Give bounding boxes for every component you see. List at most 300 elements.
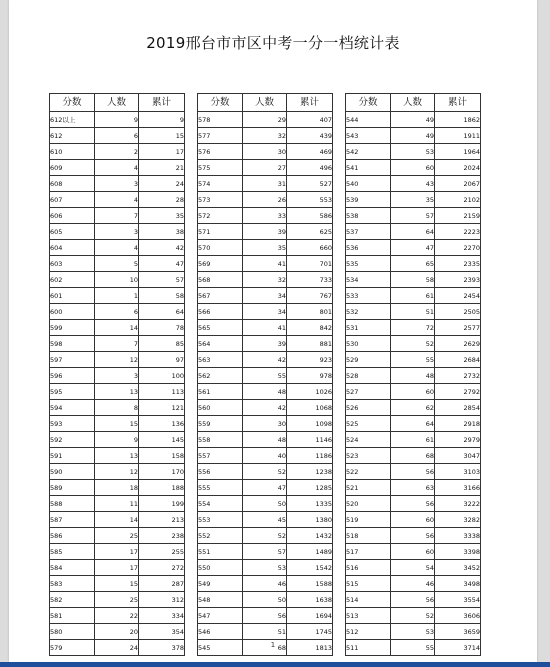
count-cell: 55 — [243, 368, 287, 384]
score-cell: 587 — [50, 512, 95, 528]
score-cell: 514 — [346, 592, 391, 608]
count-cell: 4 — [95, 160, 139, 176]
count-cell: 46 — [391, 576, 435, 592]
document-page — [9, 0, 537, 662]
score-table-1 — [49, 93, 185, 656]
count-cell: 62 — [391, 400, 435, 416]
count-cell: 14 — [95, 320, 139, 336]
score-cell: 571 — [198, 224, 243, 240]
count-cell: 51 — [391, 304, 435, 320]
count-cell: 50 — [243, 496, 287, 512]
score-cell: 529 — [346, 352, 391, 368]
table-row — [198, 160, 333, 176]
cumulative-cell: 1745 — [287, 624, 333, 640]
table-row — [50, 512, 185, 528]
cumulative-cell: 9 — [139, 112, 185, 128]
count-cell: 34 — [243, 288, 287, 304]
table-row — [50, 288, 185, 304]
cumulative-cell: 3554 — [435, 592, 481, 608]
cumulative-cell: 1862 — [435, 112, 481, 128]
cumulative-cell: 586 — [287, 208, 333, 224]
table-row — [346, 320, 481, 336]
cumulative-cell: 660 — [287, 240, 333, 256]
count-cell: 46 — [243, 576, 287, 592]
count-cell: 58 — [391, 272, 435, 288]
cumulative-cell: 2684 — [435, 352, 481, 368]
header-cumulative: 累计 — [287, 94, 333, 112]
table-row — [346, 368, 481, 384]
table-row — [346, 208, 481, 224]
score-cell: 583 — [50, 576, 95, 592]
score-cell: 512 — [346, 624, 391, 640]
count-cell: 18 — [95, 480, 139, 496]
cumulative-cell: 3498 — [435, 576, 481, 592]
table-row — [346, 560, 481, 576]
count-cell: 52 — [391, 336, 435, 352]
count-cell: 20 — [95, 624, 139, 640]
score-cell: 603 — [50, 256, 95, 272]
count-cell: 60 — [391, 512, 435, 528]
score-cell: 568 — [198, 272, 243, 288]
table-row — [198, 592, 333, 608]
table-row — [198, 208, 333, 224]
cumulative-cell: 1911 — [435, 128, 481, 144]
count-cell: 52 — [243, 528, 287, 544]
table-row — [346, 160, 481, 176]
page-title: 2019邢台市市区中考一分一档统计表 — [146, 34, 400, 52]
cumulative-cell: 312 — [139, 592, 185, 608]
cumulative-cell: 121 — [139, 400, 185, 416]
page-number: 1 — [270, 641, 276, 649]
table-row — [346, 464, 481, 480]
score-cell: 522 — [346, 464, 391, 480]
score-cell: 608 — [50, 176, 95, 192]
count-cell: 42 — [243, 400, 287, 416]
header-score: 分数 — [50, 94, 95, 112]
score-cell: 561 — [198, 384, 243, 400]
count-cell: 6 — [95, 304, 139, 320]
count-cell: 39 — [243, 224, 287, 240]
table-row — [346, 144, 481, 160]
score-cell: 545 — [198, 640, 243, 656]
score-cell: 537 — [346, 224, 391, 240]
cumulative-cell: 2159 — [435, 208, 481, 224]
count-cell: 32 — [243, 128, 287, 144]
count-cell: 3 — [95, 368, 139, 384]
count-cell: 9 — [95, 112, 139, 128]
count-cell: 53 — [391, 624, 435, 640]
count-cell: 11 — [95, 496, 139, 512]
score-cell: 527 — [346, 384, 391, 400]
count-cell: 17 — [95, 560, 139, 576]
count-cell: 26 — [243, 192, 287, 208]
count-cell: 45 — [243, 512, 287, 528]
cumulative-cell: 2979 — [435, 432, 481, 448]
score-cell: 528 — [346, 368, 391, 384]
count-cell: 10 — [95, 272, 139, 288]
score-cell: 541 — [346, 160, 391, 176]
count-cell: 64 — [391, 224, 435, 240]
table-row — [346, 304, 481, 320]
cumulative-cell: 3606 — [435, 608, 481, 624]
cumulative-cell: 2792 — [435, 384, 481, 400]
count-cell: 17 — [95, 544, 139, 560]
cumulative-cell: 469 — [287, 144, 333, 160]
header-count: 人数 — [95, 94, 139, 112]
count-cell: 53 — [243, 560, 287, 576]
table-row — [50, 304, 185, 320]
table-row — [50, 400, 185, 416]
cumulative-cell: 1335 — [287, 496, 333, 512]
table-row — [346, 448, 481, 464]
table-row — [50, 112, 185, 128]
count-cell: 29 — [243, 112, 287, 128]
table-row — [50, 576, 185, 592]
count-cell: 47 — [391, 240, 435, 256]
cumulative-cell: 24 — [139, 176, 185, 192]
table-row — [198, 240, 333, 256]
count-cell: 48 — [243, 432, 287, 448]
score-cell: 565 — [198, 320, 243, 336]
table-row — [198, 416, 333, 432]
score-cell: 511 — [346, 640, 391, 656]
table-row — [346, 608, 481, 624]
table-row — [198, 480, 333, 496]
table-row — [50, 608, 185, 624]
table-row — [198, 560, 333, 576]
cumulative-cell: 1432 — [287, 528, 333, 544]
count-cell: 12 — [95, 464, 139, 480]
count-cell: 56 — [391, 528, 435, 544]
cumulative-cell: 2102 — [435, 192, 481, 208]
table-row — [198, 464, 333, 480]
cumulative-cell: 15 — [139, 128, 185, 144]
cumulative-cell: 213 — [139, 512, 185, 528]
count-cell: 56 — [243, 608, 287, 624]
score-table-3 — [345, 93, 481, 656]
cumulative-cell: 255 — [139, 544, 185, 560]
count-cell: 63 — [391, 480, 435, 496]
count-cell: 57 — [243, 544, 287, 560]
count-cell: 47 — [243, 480, 287, 496]
table-row — [346, 592, 481, 608]
score-cell: 602 — [50, 272, 95, 288]
count-cell: 55 — [391, 640, 435, 656]
score-cell: 606 — [50, 208, 95, 224]
score-cell: 551 — [198, 544, 243, 560]
cumulative-cell: 57 — [139, 272, 185, 288]
count-cell: 61 — [391, 288, 435, 304]
cumulative-cell: 47 — [139, 256, 185, 272]
score-cell: 550 — [198, 560, 243, 576]
count-cell: 34 — [243, 304, 287, 320]
count-cell: 5 — [95, 256, 139, 272]
cumulative-cell: 801 — [287, 304, 333, 320]
count-cell: 60 — [391, 384, 435, 400]
table-row — [346, 272, 481, 288]
table-row — [198, 128, 333, 144]
count-cell: 50 — [243, 592, 287, 608]
count-cell: 14 — [95, 512, 139, 528]
table-row — [346, 112, 481, 128]
score-cell: 612以上 — [50, 112, 95, 128]
count-cell: 72 — [391, 320, 435, 336]
table-row — [346, 256, 481, 272]
window-bottom-bar — [0, 662, 550, 667]
cumulative-cell: 287 — [139, 576, 185, 592]
cumulative-cell: 28 — [139, 192, 185, 208]
score-cell: 520 — [346, 496, 391, 512]
count-cell: 52 — [391, 608, 435, 624]
table-row — [198, 384, 333, 400]
score-cell: 569 — [198, 256, 243, 272]
score-cell: 580 — [50, 624, 95, 640]
table-row — [50, 192, 185, 208]
table-row — [198, 144, 333, 160]
cumulative-cell: 145 — [139, 432, 185, 448]
table-row — [346, 336, 481, 352]
count-cell: 42 — [243, 352, 287, 368]
count-cell: 9 — [95, 432, 139, 448]
table-row — [198, 544, 333, 560]
count-cell: 25 — [95, 528, 139, 544]
header-count: 人数 — [391, 94, 435, 112]
cumulative-cell: 2024 — [435, 160, 481, 176]
count-cell: 60 — [391, 544, 435, 560]
table-row — [346, 512, 481, 528]
count-cell: 4 — [95, 192, 139, 208]
cumulative-cell: 378 — [139, 640, 185, 656]
table-row — [50, 128, 185, 144]
cumulative-cell: 334 — [139, 608, 185, 624]
cumulative-cell: 527 — [287, 176, 333, 192]
header-score: 分数 — [346, 94, 391, 112]
table-row — [50, 544, 185, 560]
cumulative-cell: 85 — [139, 336, 185, 352]
cumulative-cell: 978 — [287, 368, 333, 384]
score-cell: 564 — [198, 336, 243, 352]
score-cell: 604 — [50, 240, 95, 256]
cumulative-cell: 1285 — [287, 480, 333, 496]
count-cell: 2 — [95, 144, 139, 160]
table-row — [198, 400, 333, 416]
table-row — [198, 432, 333, 448]
score-cell: 535 — [346, 256, 391, 272]
cumulative-cell: 158 — [139, 448, 185, 464]
count-cell: 68 — [243, 640, 287, 656]
cumulative-cell: 733 — [287, 272, 333, 288]
score-cell: 591 — [50, 448, 95, 464]
score-cell: 610 — [50, 144, 95, 160]
score-cell: 523 — [346, 448, 391, 464]
cumulative-cell: 3338 — [435, 528, 481, 544]
table-row — [50, 560, 185, 576]
count-cell: 40 — [243, 448, 287, 464]
score-cell: 578 — [198, 112, 243, 128]
table-row — [346, 400, 481, 416]
table-row — [346, 384, 481, 400]
count-cell: 3 — [95, 224, 139, 240]
count-cell: 13 — [95, 448, 139, 464]
count-cell: 68 — [391, 448, 435, 464]
score-cell: 558 — [198, 432, 243, 448]
cumulative-cell: 1542 — [287, 560, 333, 576]
count-cell: 61 — [391, 432, 435, 448]
score-cell: 547 — [198, 608, 243, 624]
cumulative-cell: 923 — [287, 352, 333, 368]
table-body — [50, 112, 185, 656]
cumulative-cell: 2577 — [435, 320, 481, 336]
count-cell: 49 — [391, 128, 435, 144]
table-row — [50, 352, 185, 368]
table-row — [198, 224, 333, 240]
header-count: 人数 — [243, 94, 287, 112]
count-cell: 56 — [391, 496, 435, 512]
score-cell: 574 — [198, 176, 243, 192]
score-cell: 588 — [50, 496, 95, 512]
count-cell: 49 — [391, 112, 435, 128]
score-cell: 548 — [198, 592, 243, 608]
cumulative-cell: 2335 — [435, 256, 481, 272]
table-row — [346, 416, 481, 432]
count-cell: 15 — [95, 576, 139, 592]
table-row — [198, 288, 333, 304]
score-cell: 540 — [346, 176, 391, 192]
score-cell: 549 — [198, 576, 243, 592]
score-table-2 — [197, 93, 333, 656]
count-cell: 64 — [391, 416, 435, 432]
table-row — [198, 624, 333, 640]
count-cell: 48 — [243, 384, 287, 400]
cumulative-cell: 881 — [287, 336, 333, 352]
count-cell: 27 — [243, 160, 287, 176]
score-cell: 599 — [50, 320, 95, 336]
table-row — [198, 528, 333, 544]
table-row — [346, 224, 481, 240]
count-cell: 41 — [243, 256, 287, 272]
score-cell: 572 — [198, 208, 243, 224]
score-cell: 584 — [50, 560, 95, 576]
table-row — [198, 112, 333, 128]
table-row — [346, 480, 481, 496]
score-cell: 533 — [346, 288, 391, 304]
score-cell: 546 — [198, 624, 243, 640]
cumulative-cell: 272 — [139, 560, 185, 576]
score-cell: 524 — [346, 432, 391, 448]
cumulative-cell: 2223 — [435, 224, 481, 240]
table-row — [198, 608, 333, 624]
score-cell: 567 — [198, 288, 243, 304]
cumulative-cell: 100 — [139, 368, 185, 384]
count-cell: 41 — [243, 320, 287, 336]
table-row — [346, 544, 481, 560]
count-cell: 8 — [95, 400, 139, 416]
score-cell: 586 — [50, 528, 95, 544]
count-cell: 39 — [243, 336, 287, 352]
count-cell: 30 — [243, 144, 287, 160]
cumulative-cell: 3452 — [435, 560, 481, 576]
cumulative-cell: 2067 — [435, 176, 481, 192]
score-cell: 590 — [50, 464, 95, 480]
table-row — [50, 448, 185, 464]
table-row — [198, 192, 333, 208]
cumulative-cell: 21 — [139, 160, 185, 176]
table-row — [50, 272, 185, 288]
cumulative-cell: 3103 — [435, 464, 481, 480]
cumulative-cell: 1098 — [287, 416, 333, 432]
cumulative-cell: 1146 — [287, 432, 333, 448]
cumulative-cell: 38 — [139, 224, 185, 240]
table-row — [50, 432, 185, 448]
cumulative-cell: 354 — [139, 624, 185, 640]
count-cell: 57 — [391, 208, 435, 224]
count-cell: 25 — [95, 592, 139, 608]
table-row — [50, 224, 185, 240]
table-row — [346, 528, 481, 544]
cumulative-cell: 767 — [287, 288, 333, 304]
cumulative-cell: 2454 — [435, 288, 481, 304]
table-row — [198, 272, 333, 288]
count-cell: 51 — [243, 624, 287, 640]
count-cell: 30 — [243, 416, 287, 432]
count-cell: 22 — [95, 608, 139, 624]
score-cell: 597 — [50, 352, 95, 368]
count-cell: 32 — [243, 272, 287, 288]
cumulative-cell: 170 — [139, 464, 185, 480]
table-row — [50, 208, 185, 224]
count-cell: 56 — [391, 464, 435, 480]
cumulative-cell: 2854 — [435, 400, 481, 416]
score-cell: 562 — [198, 368, 243, 384]
table-row — [50, 144, 185, 160]
table-row — [346, 432, 481, 448]
score-cell: 581 — [50, 608, 95, 624]
score-cell: 554 — [198, 496, 243, 512]
table-row — [50, 416, 185, 432]
score-cell: 532 — [346, 304, 391, 320]
count-cell: 7 — [95, 336, 139, 352]
score-cell: 552 — [198, 528, 243, 544]
score-cell: 607 — [50, 192, 95, 208]
count-cell: 52 — [243, 464, 287, 480]
cumulative-cell: 2270 — [435, 240, 481, 256]
score-cell: 553 — [198, 512, 243, 528]
cumulative-cell: 1068 — [287, 400, 333, 416]
table-row — [50, 592, 185, 608]
score-cell: 573 — [198, 192, 243, 208]
table-row — [198, 496, 333, 512]
table-row — [50, 624, 185, 640]
score-cell: 516 — [346, 560, 391, 576]
count-cell: 6 — [95, 128, 139, 144]
score-cell: 519 — [346, 512, 391, 528]
cumulative-cell: 1380 — [287, 512, 333, 528]
score-cell: 518 — [346, 528, 391, 544]
score-cell: 605 — [50, 224, 95, 240]
cumulative-cell: 1813 — [287, 640, 333, 656]
header-score: 分数 — [198, 94, 243, 112]
count-cell: 15 — [95, 416, 139, 432]
table-row — [50, 160, 185, 176]
table-row — [50, 480, 185, 496]
score-cell: 582 — [50, 592, 95, 608]
count-cell: 48 — [391, 368, 435, 384]
table-row — [198, 576, 333, 592]
table-row — [50, 240, 185, 256]
score-cell: 559 — [198, 416, 243, 432]
cumulative-cell: 2732 — [435, 368, 481, 384]
count-cell: 35 — [243, 240, 287, 256]
